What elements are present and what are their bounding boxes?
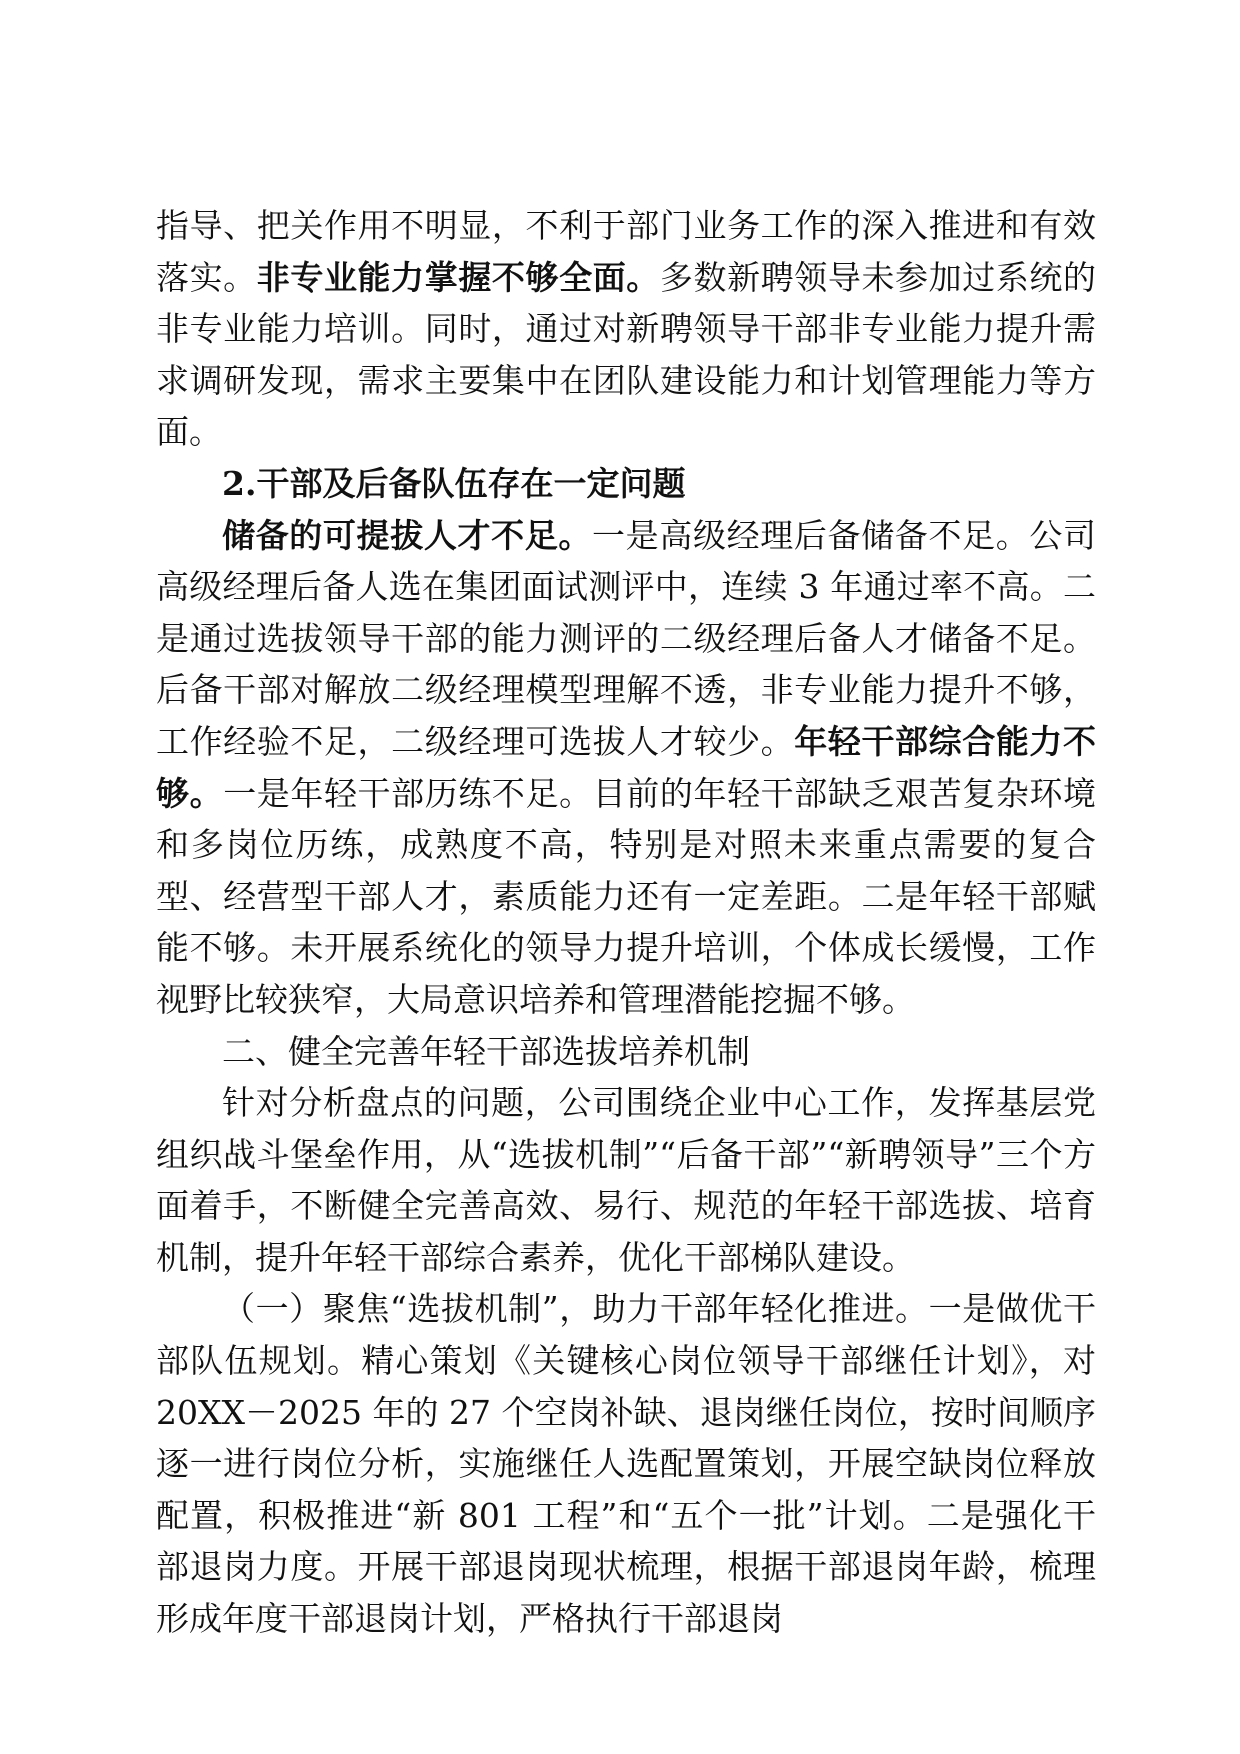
paragraph-1-text-a: 指导、把关作用不明显，不利于部门业务工作的深入推进和有效落实。 [156,206,1096,297]
paragraph-3: 针对分析盘点的问题，公司围绕企业中心工作，发挥基层党组织战斗堡垒作用，从“选拔机制”“后备干部”“新聘领导”三个方面着手，不断健全完善高效、易行、规范的年轻干部选拔、培育机制，提升年轻干部综合素养，优化干部梯队建设。 [156,1083,1096,1277]
paragraph-2-text-b: 一是年轻干部历练不足。目前的年轻干部缺乏艰苦复杂环境和多岗位历练，成熟度不高，特别是对照未来重点需要的复合型、经营型干部人才，素质能力还有一定差距。二是年轻干部赋能不够。未开展系统化的领导力提升培训，个体成长缓慢，工作视野比较狭窄，大局意识培养和管理潜能挖掘不够。 [156,773,1097,1019]
paragraph-1 [156,200,1096,458]
paragraph-4: （一）聚焦“选拔机制”，助力干部年轻化推进。一是做优干部队伍规划。精心策划《关键核心岗位领导干部继任计划》，对 20XX－2025 年的 27 个空岗补缺、退岗继任岗位，按时间顺序逐一进行岗位分析，实施继任人选配置策划，开展空缺岗位释放配置，积极推进“新 801 工程”和“五个一批”计划。二是强化干部退岗力度。开展干部退岗现状梳理，根据干部退岗年龄，梳理形成年度干部退岗计划，严格执行干部退岗 [156,1289,1096,1639]
paragraph-2-bold-a: 储备的可提拔人才不足。 [222,515,593,555]
paragraph-2 [156,510,1096,1026]
section-heading: 二、健全完善年轻干部选拔培养机制 [222,1031,750,1071]
document-body [156,200,1096,1645]
paragraph-1-bold-a: 非专业能力掌握不够全面。 [256,257,660,297]
paragraph-2-text-a: 一是高级经理后备储备不足。公司高级经理后备人选在集团面试测评中，连续 3 年通过率不高。二是通过选拔领导干部的能力测评的二级经理后备人才储备不足。后备干部对解放二级经理模型理解不透，非专业能力提升不够，工作经验不足，二级经理可选拔人才较少。 [156,515,1097,761]
paragraph-1-text-b: 多数新聘领导未参加过系统的非专业能力培训。同时，通过对新聘领导干部非专业能力提升需求调研发现，需求主要集中在团队建设能力和计划管理能力等方面。 [156,257,1097,452]
paragraph-2-bold-b: 年轻干部综合能力不够。 [156,721,1097,813]
subsection-heading-2: 2.干部及后备队伍存在一定问题 [222,463,686,503]
